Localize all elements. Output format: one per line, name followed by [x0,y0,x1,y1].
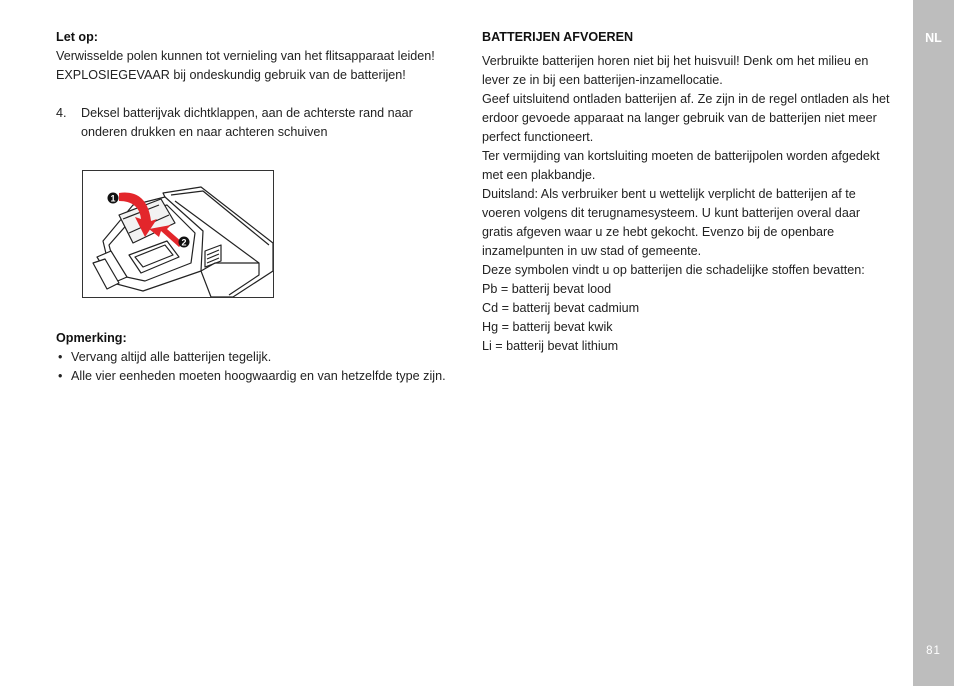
warning-text: Verwisselde polen kunnen tot vernieling van het flitsapparaat leiden! EXPLOSIEGEVAAR bij ondeskundig gebruik van de batterijen! [56,49,435,82]
callout-1 [108,193,119,204]
symbol-line: Pb = batterij bevat lood [482,282,612,296]
symbol-line: Cd = batterij bevat cadmium [482,301,640,315]
callout-2 [179,237,190,248]
list-item: • Vervang altijd alle batterijen tegelijk. [58,350,272,364]
note-block [56,329,446,386]
left-column [56,28,446,142]
symbol-line: Li = batterij bevat lithium [482,339,619,353]
side-tab [913,0,954,686]
paragraph: Verbruikte batterijen horen niet bij het huisvuil! Denk om het milieu en lever ze in bij een batterijen-inzamellocatie. [482,54,869,87]
step-4 [56,104,446,142]
symbol-line: Hg = batterij bevat kwik [482,320,613,334]
svg-text:1: 1 [110,193,116,204]
paragraph: Geef uitsluitend ontladen batterijen af. Ze zijn in de regel ontladen als het erdoor gevoede apparaat na langer gebruik van de batterijen niet meer perfect functioneert. [482,92,890,144]
step-text: Deksel batterijvak dichtklappen, aan de achterste rand naar onderen drukken en naar achteren schuiven [81,106,413,139]
paragraph: Duitsland: Als verbruiker bent u wettelijk verplicht de batterijen af te voeren volgens dit terugnamesysteem. U kunt batterijen overal daar gratis afgeven waar u ze hebt gekocht. Evenzo bij de openbare inzamelpunten in uw stad of gemeente. [482,187,861,258]
flash-unit-drawing [83,171,273,297]
language-label: NL [925,31,942,45]
svg-text:2: 2 [181,237,187,248]
right-column [482,28,892,356]
paragraph: Deze symbolen vindt u op batterijen die schadelijke stoffen bevatten: [482,263,865,277]
note-heading: Opmerking: [56,331,127,345]
section-heading: BATTERIJEN AFVOEREN [482,30,634,44]
battery-cover-illustration [82,170,274,298]
step-number: 4. [56,106,67,120]
paragraph: Ter vermijding van kortsluiting moeten de batterijpolen worden afgedekt met een plakbandje. [482,149,880,182]
page-number: 81 [926,645,941,657]
note-list [56,348,446,386]
warning-heading: Let op: [56,30,98,44]
list-item: • Alle vier eenheden moeten hoogwaardig en van hetzelfde type zijn. [58,369,446,383]
